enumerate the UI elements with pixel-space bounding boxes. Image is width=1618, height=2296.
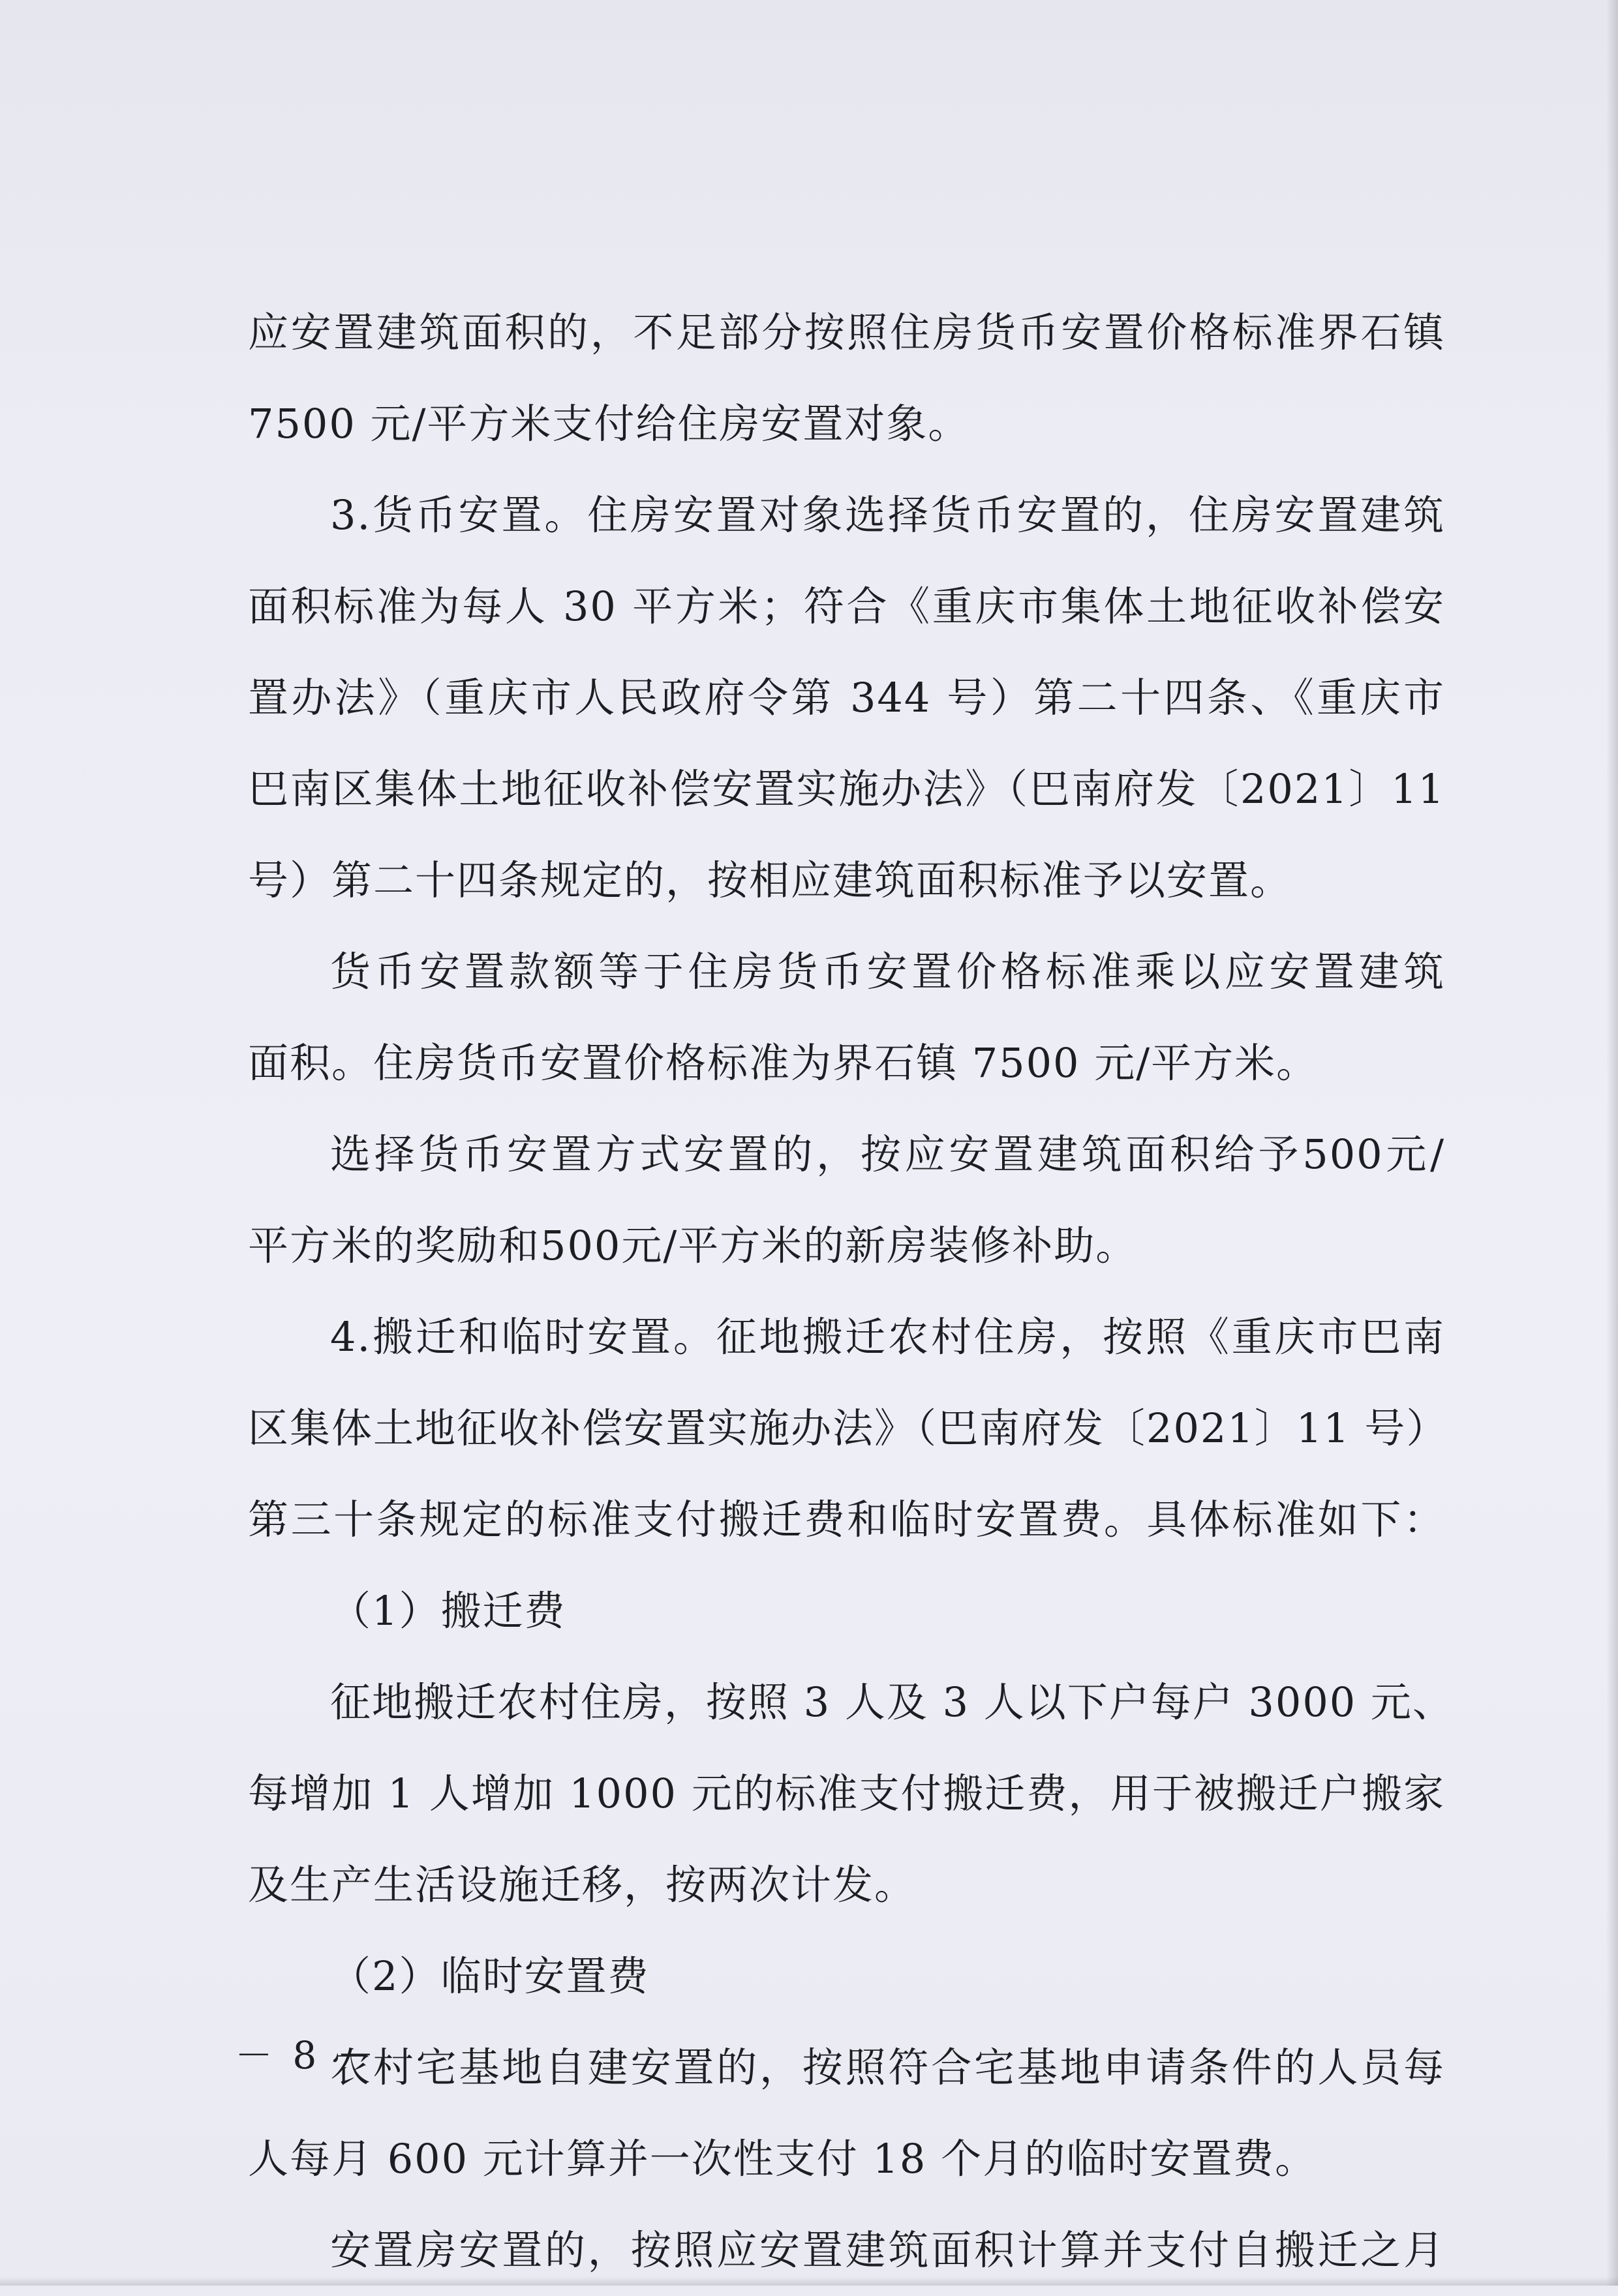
- text-line-22: 安置房安置的，按照应安置建筑面积计算并支付自搬迁之月: [330, 2226, 1445, 2274]
- text-line-7: 号）第二十四条规定的，按相应建筑面积标准予以安置。: [248, 856, 1292, 904]
- text-line-20: 农村宅基地自建安置的，按照符合宅基地申请条件的人员每: [330, 2044, 1445, 2091]
- text-line-8: 货币安置款额等于住房货币安置价格标准乘以应安置建筑: [330, 948, 1445, 995]
- text-line-6: 巴南区集体土地征收补偿安置实施办法》（巴南府发〔2021〕11: [248, 765, 1445, 813]
- scan-edge-right: [1606, 0, 1618, 2286]
- text-line-4: 面积标准为每人 30 平方米；符合《重庆市集体土地征收补偿安: [248, 582, 1445, 630]
- text-line-11: 平方米的奖励和500元/平方米的新房装修补助。: [248, 1222, 1138, 1269]
- text-line-17: 每增加 1 人增加 1000 元的标准支付搬迁费，用于被搬迁户搬家: [248, 1770, 1445, 1817]
- text-line-14: 第三十条规定的标准支付搬迁费和临时安置费。具体标准如下：: [248, 1496, 1445, 1543]
- text-line-19: （2）临时安置费: [330, 1952, 650, 2000]
- text-line-2: 7500 元/平方米支付给住房安置对象。: [248, 400, 970, 447]
- text-line-1: 应安置建筑面积的，不足部分按照住房货币安置价格标准界石镇: [248, 309, 1445, 356]
- text-line-10: 选择货币安置方式安置的，按应安置建筑面积给予500元/: [330, 1130, 1445, 1178]
- text-line-16: 征地搬迁农村住房，按照 3 人及 3 人以下户每户 3000 元、: [330, 1678, 1454, 1726]
- text-line-13: 区集体土地征收补偿安置实施办法》（巴南府发〔2021〕11 号）: [248, 1404, 1448, 1452]
- text-line-12: 4.搬迁和临时安置。征地搬迁农村住房，按照《重庆市巴南: [330, 1313, 1445, 1361]
- text-line-5: 置办法》（重庆市人民政府令第 344 号）第二十四条、《重庆市: [248, 674, 1445, 721]
- text-line-9: 面积。住房货币安置价格标准为界石镇 7500 元/平方米。: [248, 1039, 1319, 1087]
- text-line-21: 人每月 600 元计算并一次性支付 18 个月的临时安置费。: [248, 2135, 1317, 2183]
- document-body: [248, 287, 1454, 2296]
- page-number: － 8 －: [235, 2033, 378, 2077]
- text-line-3: 3.货币安置。住房安置对象选择货币安置的，住房安置建筑: [330, 491, 1445, 539]
- text-line-18: 及生产生活设施迁移，按两次计发。: [248, 1861, 917, 1909]
- text-line-15: （1）搬迁费: [330, 1587, 566, 1635]
